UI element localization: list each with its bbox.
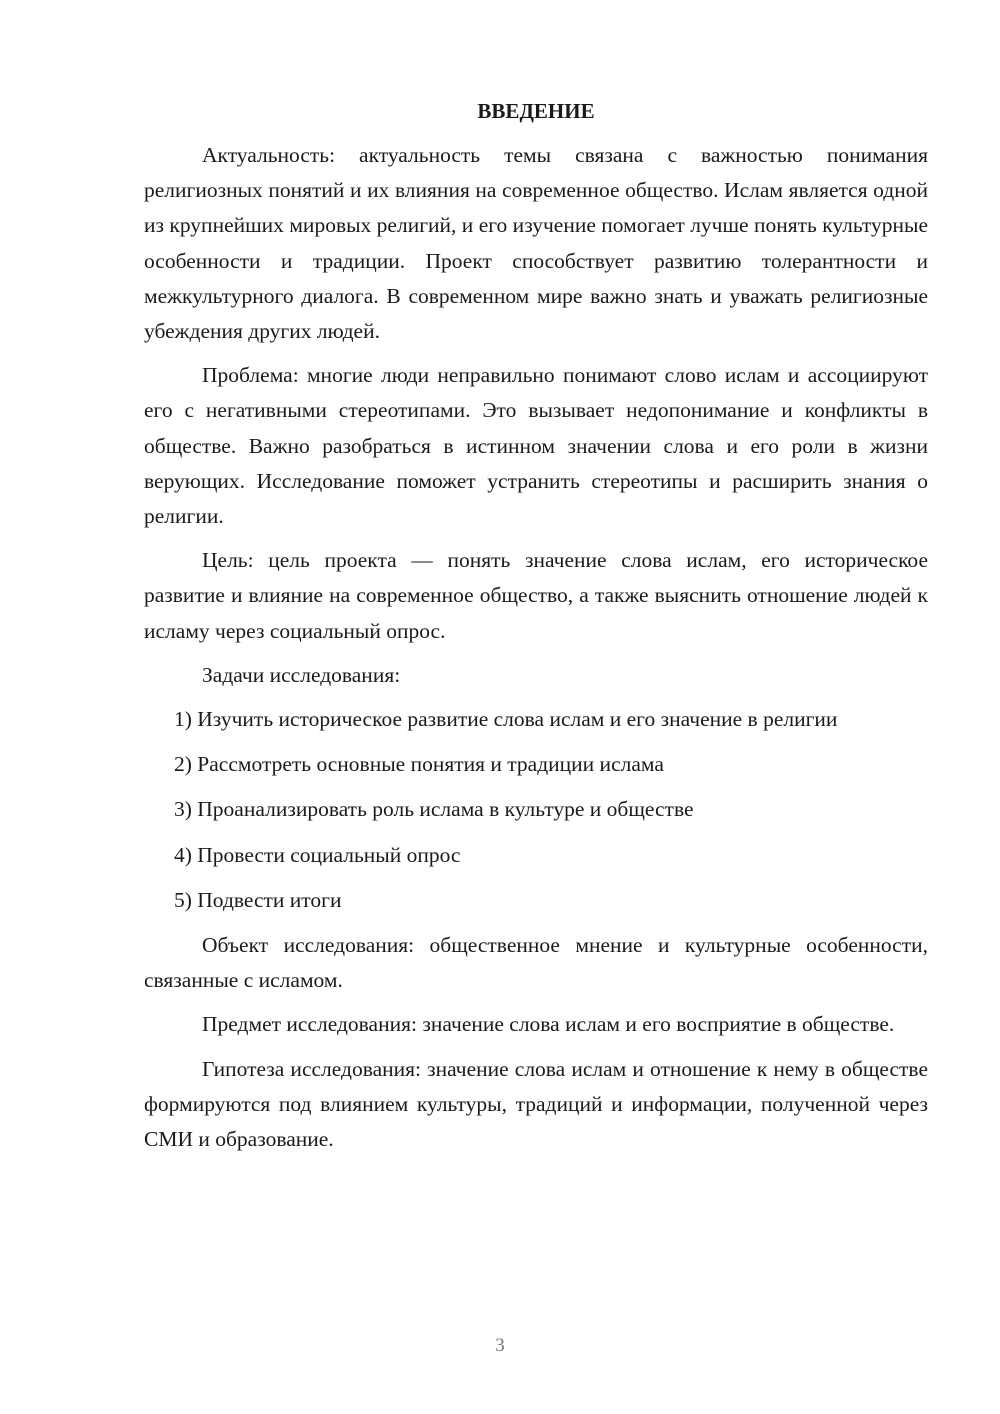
page-number: 3	[495, 1335, 505, 1356]
list-item: 3) Проанализировать роль ислама в культуре и обществе	[174, 797, 694, 822]
list-item: 5) Подвести итоги	[174, 887, 342, 912]
paragraph-object: Объект исследования: общественное мнение и культурные особенности, связанные с исламом.	[144, 933, 928, 993]
tasks-list	[144, 702, 928, 918]
list-item: 4) Провести социальный опрос	[174, 842, 461, 867]
document-title: ВВЕДЕНИЕ	[477, 99, 595, 123]
tasks-heading: Задачи исследования:	[202, 662, 401, 687]
paragraph-goal: Цель: цель проекта — понять значение слова ислам, его историческое развитие и влияние на современное общество, а также выяснить отношение людей к исламу через социальный опрос.	[144, 548, 928, 643]
paragraph-hypothesis: Гипотеза исследования: значение слова ислам и отношение к нему в обществе формируются под влиянием культуры, традиций и информации, полученной через СМИ и образование.	[144, 1056, 928, 1152]
list-item: 2) Рассмотреть основные понятия и традиции ислама	[174, 752, 664, 777]
paragraph-subject: Предмет исследования: значение слова ислам и его восприятие в обществе.	[202, 1012, 895, 1037]
paragraph-problem: Проблема: многие люди неправильно понимают слово ислам и ассоциируют его с негативными стереотипами. Это вызывает недопонимание и конфликты в обществе. Важно разобраться в истинном значении слова и его роли в жизни верующих. Исследование поможет устранить стереотипы и расширить знания о религии.	[144, 363, 928, 529]
list-item: 1) Изучить историческое развитие слова ислам и его значение в религии	[174, 707, 838, 732]
paragraph-relevance: Актуальность: актуальность темы связана с важностью понимания религиозных понятий и их влияния на современное общество. Ислам является одной из крупнейших мировых религий, и его изучение помогает лучше понять культурные особенности и традиции. Проект способствует развитию толерантности и межкультурного диалога. В современном мире важно знать и уважать религиозные убеждения других людей.	[144, 143, 928, 344]
document-page	[144, 96, 928, 1166]
